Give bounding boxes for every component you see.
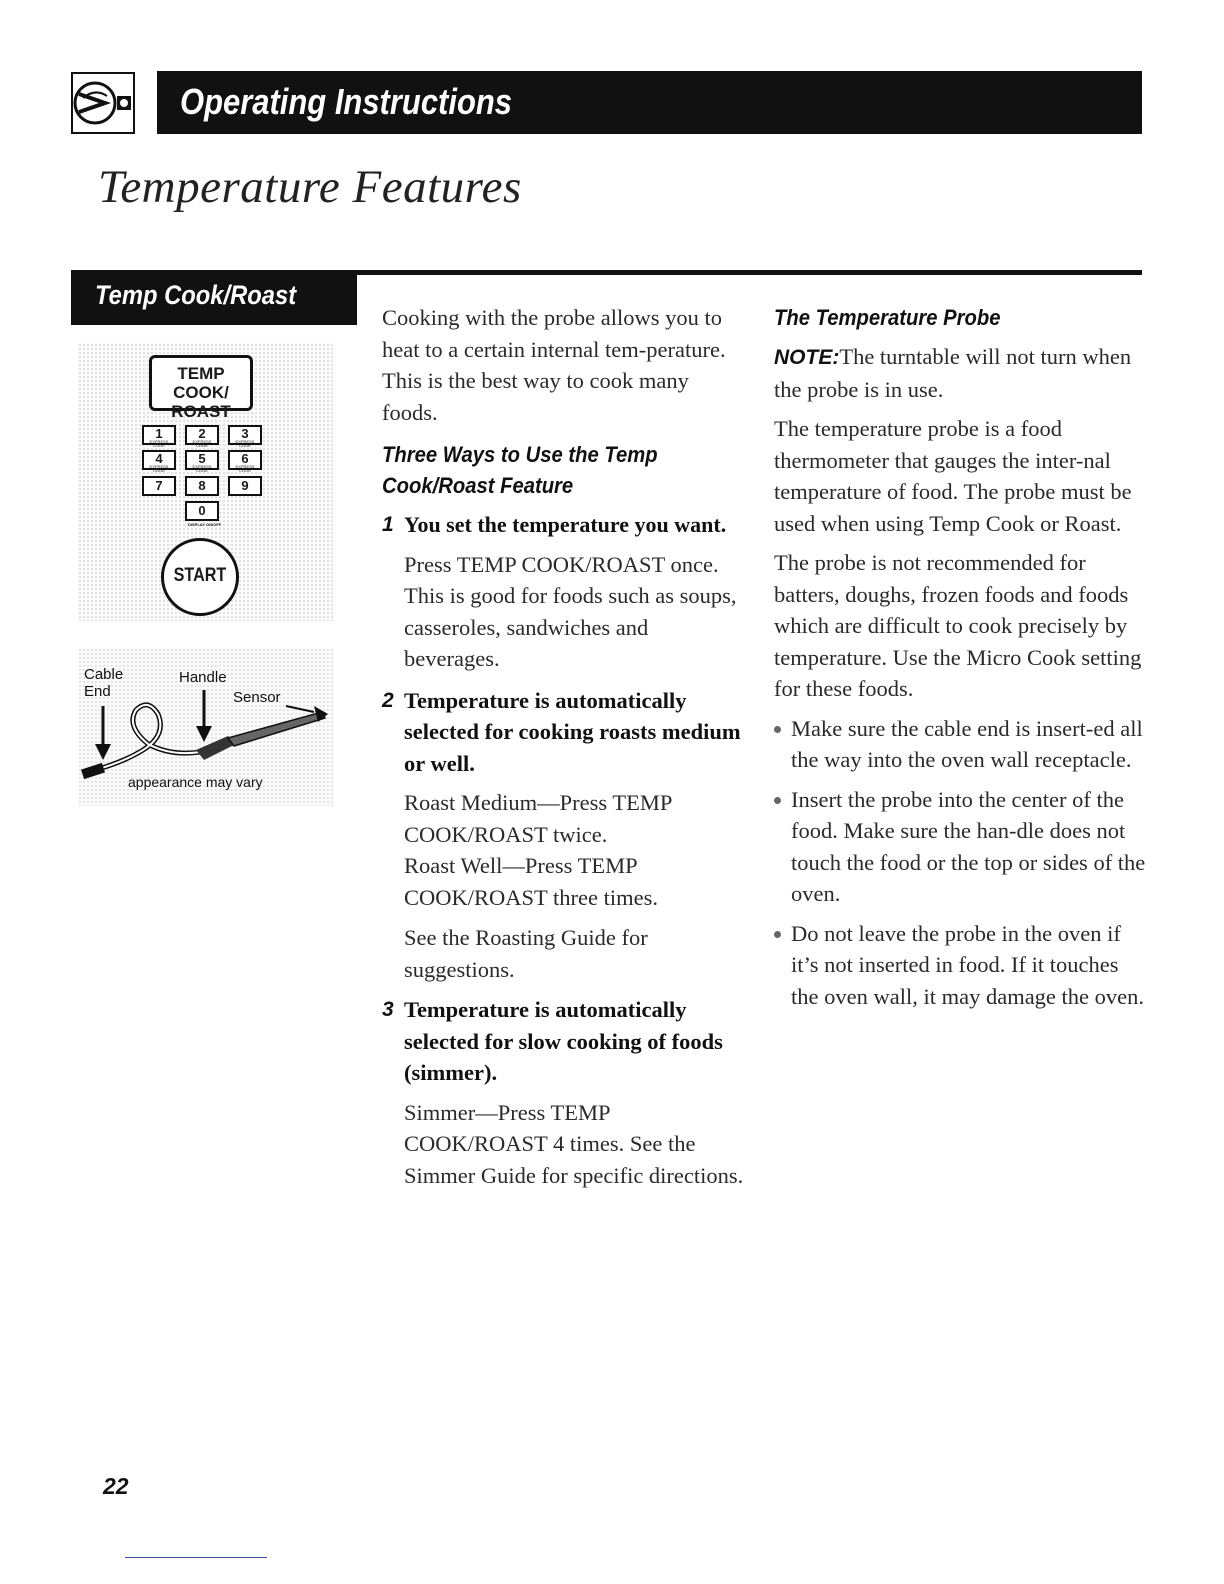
- bullet-text: Do not leave the probe in the oven if it’s not inserted in food. If it touches the oven wall, it may damage the oven.: [791, 920, 1145, 1009]
- bullet-item: [774, 918, 1149, 1013]
- key-2: 2 EXPRESS COOK: [185, 425, 219, 445]
- key-3: 3 EXPRESS COOK: [228, 425, 262, 445]
- probe-paragraph-1: The temperature probe is a food thermometer that gauges the inter-nal temperature of food. The probe must be used when using Temp Cook or Roast.: [774, 416, 1132, 536]
- cable-end-label: Cable End: [84, 666, 124, 700]
- footer-rule: [125, 1557, 267, 1558]
- key-5: 5 EXPRESS COOK: [185, 450, 219, 470]
- section-title: Operating Instructions: [180, 81, 513, 122]
- ways-heading: Three Ways to Use the Temp Cook/Roast Feature: [382, 442, 658, 498]
- key-8: 8: [185, 476, 219, 496]
- bullet-item: [774, 784, 1149, 910]
- key-4: 4 EXPRESS COOK: [142, 450, 176, 470]
- step-number: 1: [382, 513, 394, 536]
- temp-cook-roast-label-2: ROAST: [171, 402, 231, 421]
- step-body: Roast Well—Press TEMP COOK/ROAST three times.: [404, 853, 658, 910]
- probe-dial-icon: [71, 72, 135, 134]
- key-0: 0: [185, 501, 219, 521]
- bullet-text: Insert the probe into the center of the food. Make sure the han-dle does not touch the food or the top or sides of the oven.: [791, 786, 1146, 906]
- probe-paragraph-2: The probe is not recommended for batters, doughs, frozen foods and foods which are difficult to cook precisely by temperature. Use the Micro Cook setting for these foods.: [774, 550, 1142, 701]
- step-body: Press TEMP COOK/ROAST once. This is good for foods such as soups, casseroles, sandwiches and beverages.: [404, 551, 737, 671]
- note-text: The turntable will not turn when the probe is in use.: [774, 344, 1132, 402]
- step-number: 2: [382, 688, 394, 712]
- section-tab: [71, 270, 357, 325]
- probe-heading: The Temperature Probe: [774, 305, 1001, 330]
- probe-caption: appearance may vary: [128, 774, 263, 790]
- key-6: 6 EXPRESS COOK: [228, 450, 262, 470]
- step-3: [382, 994, 747, 1089]
- intro-paragraph: Cooking with the probe allows you to heat to a certain internal tem-perature. This is the best way to cook many foods.: [382, 305, 726, 425]
- bullet-icon: [774, 797, 781, 804]
- key-1: 1 EXPRESS COOK: [142, 425, 176, 445]
- step-heading: You set the temperature you want.: [404, 512, 727, 537]
- temp-cook-roast-label-1: TEMP COOK/: [173, 364, 229, 402]
- right-column: [774, 302, 1149, 1012]
- start-key: START: [161, 538, 239, 616]
- step-2: [382, 685, 747, 780]
- step-heading: Temperature is automatically selected for slow cooking of foods (simmer).: [404, 997, 723, 1085]
- temp-cook-roast-key: [149, 355, 253, 421]
- key-9: 9: [228, 476, 262, 496]
- middle-column: [382, 302, 747, 1191]
- step-number: 3: [382, 998, 394, 1021]
- handle-label: Handle: [179, 669, 227, 686]
- bullet-item: [774, 713, 1149, 776]
- step-body: Simmer—Press TEMP COOK/ROAST 4 times. See the Simmer Guide for specific directions.: [404, 1099, 744, 1188]
- bullet-icon: [774, 726, 781, 733]
- note-label: NOTE:: [774, 346, 840, 369]
- header-bar: [157, 71, 1142, 134]
- display-on-off-label: DISPLAY ON/OFF: [188, 522, 222, 527]
- step-body: Roast Medium—Press TEMP COOK/ROAST twice.: [404, 790, 672, 847]
- page-number: 22: [103, 1473, 129, 1499]
- note-paragraph: [774, 341, 1149, 405]
- probe-illustration: [78, 648, 334, 806]
- key-7: 7: [142, 476, 176, 496]
- section-tab-label: Temp Cook/Roast: [95, 280, 297, 310]
- step-heading: Temperature is automatically selected for cooking roasts medium or well.: [404, 687, 741, 776]
- keypad-illustration: [78, 343, 334, 621]
- bullet-icon: [774, 931, 781, 938]
- sensor-label: Sensor: [233, 689, 281, 706]
- step-body: See the Roasting Guide for suggestions.: [404, 925, 648, 982]
- bullet-text: Make sure the cable end is insert-ed all the way into the oven wall receptacle.: [791, 715, 1143, 772]
- step-1: [382, 509, 747, 541]
- page-title: Temperature Features: [98, 161, 522, 213]
